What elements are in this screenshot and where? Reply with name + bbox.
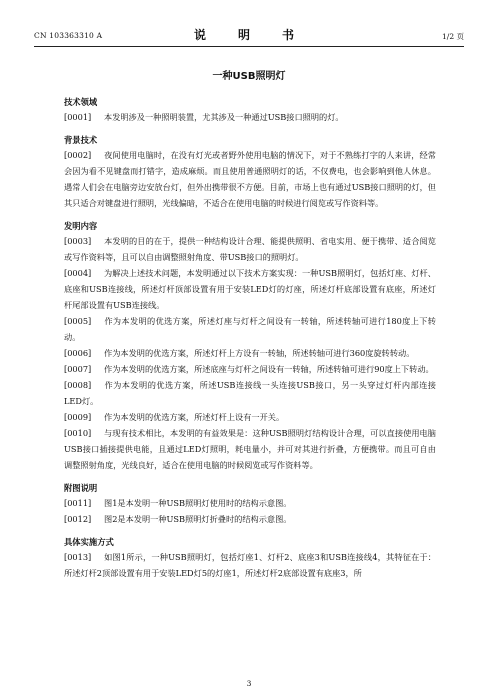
paragraph-0002 — [64, 147, 436, 211]
paragraph-text: 作为本发明的优选方案，所述USB连接线一头连接USB接口，另一头穿过灯杆内部连接LED灯。 — [64, 380, 436, 406]
paragraph-number: [0007] — [64, 364, 92, 374]
paragraph-0005 — [64, 313, 436, 345]
paragraph-number: [0011] — [64, 498, 92, 508]
paragraph-text: 与现有技术相比，本发明的有益效果是：这种USB照明灯结构设计合理，可以直接使用电脑USB接口插接提供电能，且通过LED灯照明，耗电量小，并可对其进行折叠，方便携带。而且可自由调整照射角度，光线良好，适合在使用电脑的时候阅览或写作资料等。 — [64, 428, 436, 470]
paragraph-text: 作为本发明的优选方案，所述灯杆上设有一开关。 — [104, 412, 285, 422]
paragraph-text: 作为本发明的优选方案，所述底座与灯杆之间设有一转轴，所述转轴可进行90度上下转动。 — [104, 364, 434, 374]
paragraph-text: 本发明的目的在于，提供一种结构设计合理、能提供照明、省电实用、便于携带、适合阅览或写作资料等，且可以自由调整照射角度、带USB接口的照明灯。 — [64, 236, 436, 262]
paragraph-number: [0013] — [64, 552, 92, 562]
document-type: 说 明 书 — [193, 28, 304, 42]
page-number: 3 — [246, 679, 252, 688]
paragraph-0006 — [64, 345, 436, 361]
paragraph-number: [0002] — [64, 150, 92, 160]
document-title: 一种USB照明灯 — [212, 71, 286, 82]
paragraph-number: [0003] — [64, 236, 92, 246]
paragraph-text: 本发明涉及一种照明装置，尤其涉及一种通过USB接口照明的灯。 — [104, 112, 344, 122]
paragraph-0003 — [64, 233, 436, 265]
paragraph-0013 — [64, 549, 436, 581]
paragraph-number: [0012] — [64, 514, 92, 524]
paragraph-0011 — [64, 495, 436, 511]
paragraph-0012 — [64, 511, 436, 527]
document-body — [64, 95, 436, 581]
paragraph-number: [0004] — [64, 268, 92, 278]
paragraph-0009 — [64, 409, 436, 425]
paragraph-number: [0006] — [64, 348, 92, 358]
paragraph-text: 夜间使用电脑时，在没有灯光或者野外使用电脑的情况下，对于不熟练打字的人来讲，经常会因为看不见键盘而打错字，造成麻烦。而且使用普通照明灯的话，不仅费电，也会影响到他人休息。遇常人们会在电脑旁边安放台灯，但外出携带很不方便。目前，市场上也有通过USB接口照明的灯，但其只适合对键盘进行照明，光线偏暗，不适合在使用电脑的时候进行阅览或写作资料等。 — [64, 150, 436, 208]
heading-embodiment: 具体实施方式 — [64, 537, 114, 547]
paragraph-number: [0009] — [64, 412, 92, 422]
paragraph-text: 为解决上述技术问题，本发明通过以下技术方案实现：一种USB照明灯，包括灯座、灯杆、底座和USB连接线，所述灯杆顶部设置有用于安装LED灯的灯座，所述灯杆底部设置有底座，所述灯杆尾部设置有USB连接线。 — [64, 268, 436, 310]
paragraph-number: [0005] — [64, 316, 92, 326]
paragraph-text: 作为本发明的优选方案，所述灯杆上方设有一转轴，所述转轴可进行360度旋转转动。 — [104, 348, 415, 358]
heading-background: 背景技术 — [64, 135, 98, 145]
paragraph-0004 — [64, 265, 436, 313]
paragraph-0008 — [64, 377, 436, 409]
paragraph-text: 如图1所示，一种USB照明灯，包括灯座1、灯杆2、底座3和USB连接线4，其特征在于：所述灯杆2顶部设置有用于安装LED灯5的灯座1，所述灯杆2底部设置有底座3，所 — [64, 552, 436, 578]
paragraph-number: [0010] — [64, 428, 92, 438]
heading-summary: 发明内容 — [64, 221, 98, 231]
paragraph-0010 — [64, 425, 436, 473]
paragraph-0007 — [64, 361, 436, 377]
paragraph-text: 作为本发明的优选方案，所述灯座与灯杆之间设有一转轴，所述转轴可进行180度上下转动。 — [64, 316, 436, 342]
paragraph-number: [0001] — [64, 112, 92, 122]
page-indicator: 1/2 页 — [442, 32, 464, 41]
heading-tech-field: 技术领域 — [64, 97, 98, 107]
paragraph-text: 图2是本发明一种USB照明灯折叠时的结构示意图。 — [104, 514, 292, 524]
heading-drawings: 附图说明 — [64, 483, 98, 493]
patent-number: CN 103363310 A — [34, 31, 103, 40]
paragraph-number: [0008] — [64, 380, 92, 390]
page-header — [34, 22, 464, 47]
paragraph-0001 — [64, 109, 436, 125]
paragraph-text: 图1是本发明一种USB照明灯使用时的结构示意图。 — [104, 498, 292, 508]
